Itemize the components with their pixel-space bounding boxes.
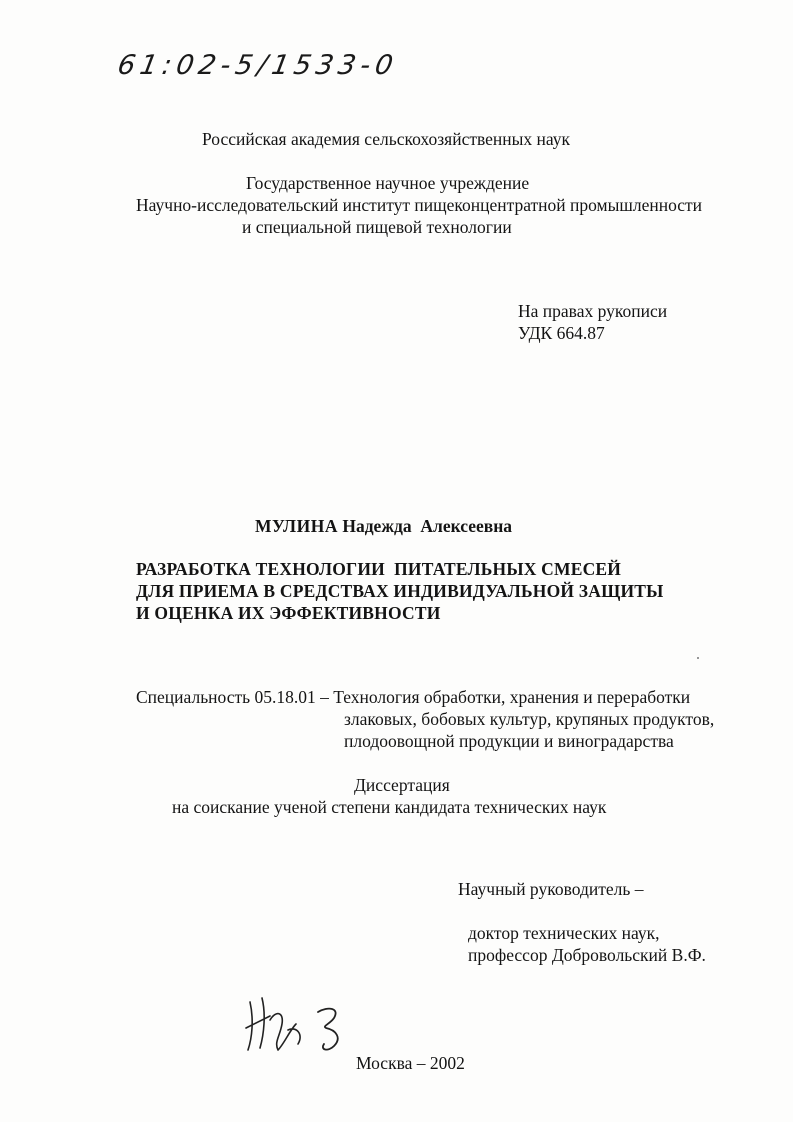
specialty-line-1: Специальность 05.18.01 – Технология обработки, хранения и переработки (136, 687, 691, 707)
author-surname: МУЛИНА (255, 516, 338, 536)
academy-name: Российская академия сельскохозяйственных наук (202, 129, 571, 149)
title-line-3: И ОЦЕНКА ИХ ЭФФЕКТИВНОСТИ (136, 603, 441, 623)
title-line-1: РАЗРАБОТКА ТЕХНОЛОГИИ ПИТАТЕЛЬНЫХ СМЕСЕЙ (136, 559, 622, 579)
supervisor-name: профессор Добровольский В.Ф. (468, 945, 706, 965)
signature-icon (240, 990, 360, 1060)
manuscript-rights: На правах рукописи (518, 301, 668, 321)
city-year: Москва – 2002 (356, 1053, 465, 1073)
specialty-line-2: злаковых, бобовых культур, крупяных продуктов, (344, 709, 715, 729)
title-line-2: ДЛЯ ПРИЕМА В СРЕДСТВАХ ИНДИВИДУАЛЬНОЙ ЗАЩИТЫ (136, 581, 664, 601)
institution-name-cont: и специальной пищевой технологии (242, 217, 512, 237)
specialty-line-3: плодоовощной продукции и виноградарства (344, 731, 674, 751)
scan-speck (697, 657, 699, 659)
author-given-names: Надежда Алексеевна (342, 516, 513, 536)
supervisor-degree: доктор технических наук, (468, 923, 660, 943)
supervisor-label: Научный руководитель – (458, 879, 644, 899)
degree-description: на соискание ученой степени кандидата технических наук (172, 797, 607, 817)
author-name (255, 515, 512, 537)
dissertation-label: Диссертация (354, 775, 450, 795)
institution-name: Научно-исследовательский институт пищеконцентратной промышленности (136, 195, 703, 215)
udc-code: УДК 664.87 (518, 323, 605, 343)
archive-code: 61:02-5/1533-0 (115, 50, 401, 81)
institution-type: Государственное научное учреждение (246, 173, 530, 193)
